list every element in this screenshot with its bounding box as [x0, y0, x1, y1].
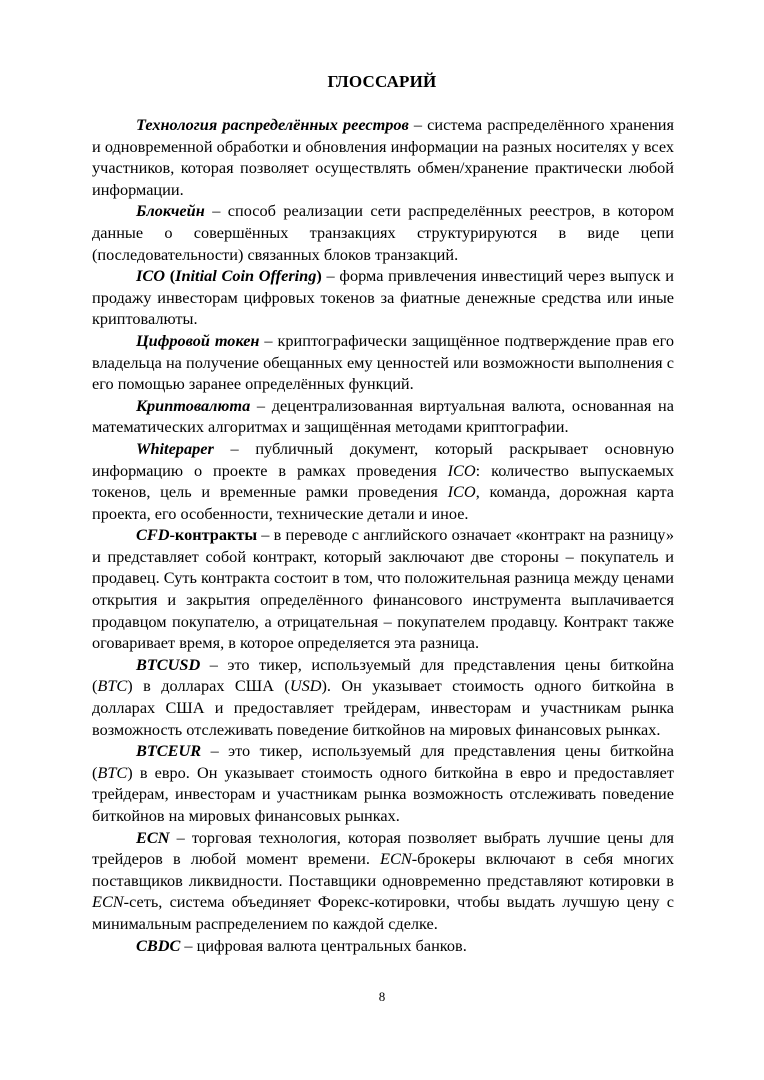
glossary-entry — [92, 265, 674, 330]
glossary-definition: -брокеры включают в себя многих поставщиков ликвидности. Поставщики одновременно представляют котировки в — [92, 849, 674, 890]
paren-open: ( — [164, 266, 176, 286]
italic-abbr: USD — [289, 676, 322, 696]
glossary-definition: ) в евро. Он указывает стоимость одного биткойна в евро и предоставляет трейдерам, инвесторам и участникам рынка возможность отслеживать поведение биткойнов на мировых финансовых рынках. — [92, 762, 674, 825]
italic-abbr: BTC — [97, 762, 128, 782]
glossary-definition: , команда, дорожная карта проекта, его особенности, технические детали и иное. — [92, 482, 674, 523]
glossary-definition: – публичный документ, который раскрывает основную информацию о проекте в рамках проведения — [92, 438, 674, 480]
glossary-definition: – форма привлечения инвестиций через выпуск и продажу инвесторам цифровых токенов за фиатные денежные средства или иные криптовалюты. — [92, 266, 674, 329]
glossary-entry — [92, 438, 674, 524]
glossary-definition: : количество выпускаемых токенов, цель и временные рамки проведения — [92, 460, 674, 502]
glossary-term: BTCEUR — [136, 741, 202, 761]
glossary-term: ICO — [136, 266, 165, 286]
glossary-term: Криптовалюта — [136, 395, 251, 415]
glossary-term: Технология распределённых реестров — [136, 115, 409, 134]
italic-abbr: ICO — [447, 482, 476, 502]
paren-close: ) — [316, 266, 322, 286]
glossary-term: CFD — [136, 525, 170, 545]
glossary-definition: – торговая технология, которая позволяет выбрать лучшие цены для трейдеров в любой момент времени. — [92, 827, 674, 869]
glossary-term: Whitepaper — [136, 438, 214, 458]
glossary-definition: – криптографически защищённое подтверждение прав его владельца на получение обещанных ему ценностей или возможности выполнения с его помощью заранее определённых функций. — [92, 330, 675, 394]
glossary-entry — [92, 654, 674, 740]
glossary-term: CBDC — [136, 935, 181, 955]
glossary-entry — [92, 740, 674, 826]
glossary-definition: – это тикер, используемый для представления цены биткойна ( — [92, 654, 674, 696]
glossary-term-full: Initial Coin Offering — [175, 266, 317, 286]
glossary-definition: – цифровая валюта центральных банков. — [180, 935, 467, 955]
italic-abbr: ECN — [92, 892, 124, 912]
glossary-definition: – система распределённого хранения и одновременной обработки и обновления информации на разных носителях у всех участников, которая позволяет осуществлять обмен/хранение практически любой информации. — [92, 115, 674, 199]
glossary-entry — [92, 827, 674, 935]
glossary-term-suffix: -контракты — [169, 525, 258, 545]
italic-abbr: ICO — [447, 460, 476, 480]
glossary-entry — [92, 114, 674, 200]
glossary-term: Цифровой токен — [136, 330, 260, 350]
glossary-term: ECN — [136, 827, 170, 847]
italic-abbr: BTC — [97, 676, 128, 696]
italic-abbr: ECN — [380, 849, 412, 869]
glossary-definition: – в переводе с английского означает «контракт на разницу» и представляет собой контракт, который заключают две стороны – покупатель и продавец. Суть контракта состоит в том, что положительная разница между ценами открытия и закрытия определённого финансового инструмента выплачивается продавцом покупателю, а отрицательная – покупателем продавцу. Контракт также оговаривает время, в которое определяется эта разница. — [92, 525, 674, 653]
glossary-entry — [92, 330, 674, 395]
glossary-entry — [92, 200, 674, 265]
glossary-entry — [92, 935, 674, 957]
page-title: ГЛОССАРИЙ — [327, 72, 437, 91]
glossary-entry — [92, 395, 674, 438]
glossary-definition: – это тикер, используемый для представления цены биткойна ( — [92, 741, 674, 782]
glossary-definition: ). Он указывает стоимость одного биткойна в долларах США и предоставляет трейдерам, инвесторам и участникам рынка возможность отслеживать поведение биткойнов на мировых финансовых рынках. — [92, 676, 674, 739]
glossary-entry — [92, 524, 674, 654]
glossary-body — [92, 114, 674, 956]
page-number: 8 — [378, 989, 386, 1004]
glossary-term: BTCUSD — [136, 654, 201, 674]
glossary-term: Блокчейн — [136, 201, 205, 221]
glossary-definition: – способ реализации сети распределённых реестров, в котором данные о совершённых транзакциях структурируются в виде цепи (последовательности) связанных блоков транзакций. — [92, 201, 674, 264]
glossary-definition: ) в долларах США ( — [127, 676, 290, 696]
glossary-definition: – децентрализованная виртуальная валюта, основанная на математических алгоритмах и защищённая методами криптографии. — [92, 395, 674, 437]
glossary-definition: -сеть, система объединяет Форекс-котировки, чтобы выдать лучшую цену с минимальным распределением по каждой сделке. — [92, 892, 674, 933]
